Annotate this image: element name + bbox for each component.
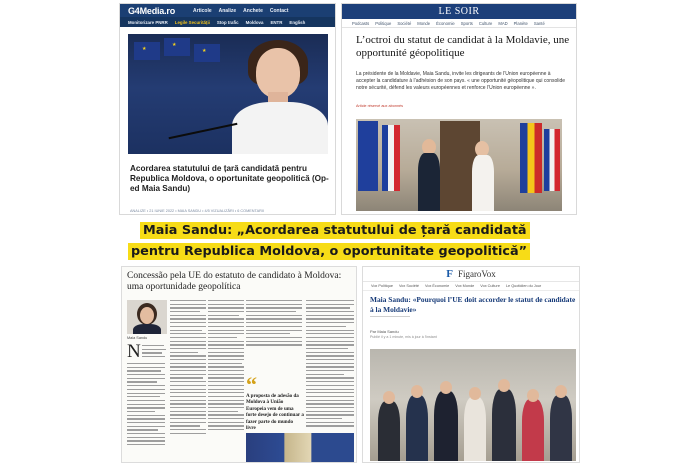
figarovox-article-screenshot <box>362 266 580 463</box>
lesoir-headline[interactable]: L’octroi du statut de candidat à la Moldavie, une opportunité géopolitique <box>356 34 570 59</box>
text-column <box>142 345 166 357</box>
g4media-header <box>120 4 335 17</box>
speaker-face <box>256 48 300 98</box>
divider <box>370 316 410 317</box>
figarovox-nav-item[interactable]: Vox Culture <box>480 284 500 288</box>
text-column <box>208 300 244 430</box>
microphone <box>169 123 238 140</box>
person-figure <box>406 395 428 461</box>
person-suit <box>418 153 440 211</box>
g4media-subnav-stop-trafic[interactable]: Stop trafic <box>216 19 239 25</box>
g4media-sub-nav <box>120 17 335 27</box>
person-head <box>498 379 510 392</box>
g4media-subnav-pnrr[interactable]: Monitorizare PNRR <box>128 19 168 25</box>
drop-cap: N <box>127 341 141 362</box>
figarovox-nav <box>363 282 579 291</box>
speaker-shirt <box>232 102 328 154</box>
lesoir-nav-item[interactable]: Monde <box>417 20 431 26</box>
person-head <box>411 385 423 398</box>
lesoir-nav <box>342 19 576 28</box>
figarovox-nav-item[interactable]: Le Quotidien du Jour <box>505 284 542 288</box>
figarovox-header <box>363 267 579 282</box>
lesoir-nav-item[interactable]: Santé <box>533 20 545 26</box>
text-column <box>306 300 354 427</box>
eu-flag-image <box>164 38 190 56</box>
person-head <box>555 385 567 398</box>
g4media-nav-analize[interactable]: Analize <box>218 7 237 14</box>
portuguese-author: Maia Sandu <box>127 336 148 340</box>
g4media-nav-articole[interactable]: Articole <box>193 7 212 14</box>
g4media-subnav-entr[interactable]: ENTR <box>270 19 283 25</box>
person-figure <box>550 395 572 461</box>
g4media-article-screenshot <box>119 3 336 215</box>
pull-quote-text: A proposta de adesão da Moldova à União Europeia vem de uma forte desejo de continuar a fazer parte do mundo livre <box>246 393 304 432</box>
figarovox-nav-item[interactable]: Vox Politique <box>371 284 393 288</box>
eu-flag-image <box>194 44 220 62</box>
text-column <box>246 300 302 346</box>
pull-quote <box>246 372 304 432</box>
star-icon: ★ <box>142 46 147 52</box>
g4media-logo[interactable]: G4Media.ro <box>128 5 176 16</box>
star-icon: ★ <box>172 42 177 48</box>
lesoir-nav-item[interactable]: Podcasts <box>352 20 370 26</box>
lesoir-article-photo <box>356 119 562 211</box>
g4media-article-meta: ANALIZE • 21 IUNIE 2022 • MAIA SANDU • 4/5 VIZUALIZĂRI • 6 COMENTARII <box>130 209 264 213</box>
france-flag-image <box>382 125 400 191</box>
figaro-logo-mark[interactable]: F <box>446 268 453 280</box>
person-head <box>383 391 395 404</box>
figarovox-article-photo <box>370 349 576 461</box>
g4media-subnav-english[interactable]: English <box>289 19 306 25</box>
figarovox-nav-item[interactable]: Vox Économie <box>425 284 450 288</box>
lesoir-nav-item[interactable]: Planète <box>513 20 528 26</box>
g4media-nav-anchete[interactable]: Anchete <box>243 7 263 14</box>
g4media-nav-contact[interactable]: Contact <box>269 7 289 14</box>
lesoir-article-screenshot <box>341 3 577 215</box>
g4media-subnav-moldova[interactable]: Moldova <box>245 19 264 25</box>
figarovox-nav-item[interactable]: Vox Société <box>398 284 420 288</box>
portrait-body <box>133 324 161 334</box>
g4media-subnav-legile[interactable]: Legile Securității <box>174 19 210 25</box>
star-icon: ★ <box>202 48 207 54</box>
lesoir-nav-item[interactable]: Sports <box>460 20 473 26</box>
figarovox-author[interactable]: Par Maia Sandu <box>370 329 399 334</box>
author-portrait <box>127 300 167 334</box>
lesoir-nav-item[interactable]: Culture <box>478 20 493 26</box>
moldova-flag-image <box>520 123 542 193</box>
banner-line-2: pentru Republica Moldova, o oportunitate geopolitică” <box>128 243 530 260</box>
quote-mark-icon: “ <box>246 372 257 397</box>
lesoir-lead: La présidente de la Moldavie, Maia Sandu, invite les dirigeants de l’Union européenne à accepter la candidature à l’adhésion de son pays. « une opportunité géopolitique qui consolide notre sécurité, défend les valeurs européennes et renforce l’Union européenne ». <box>356 71 566 92</box>
person-head <box>440 381 452 394</box>
portuguese-article-photo <box>246 433 354 463</box>
person-head <box>527 389 539 402</box>
person-figure <box>492 389 516 461</box>
g4media-headline[interactable]: Acordarea statutului de țară candidată pentru Republica Moldova, o oportunitate geopolitică (Op-ed Maia Sandu) <box>130 164 329 193</box>
france-flag-image <box>544 129 560 191</box>
lesoir-header <box>342 4 576 19</box>
g4media-article-photo <box>128 34 328 154</box>
portuguese-headline: Concessão pela UE do estatuto de candidato à Moldova: uma oportunidade geopolítica <box>127 271 342 292</box>
text-column <box>170 300 206 434</box>
lesoir-nav-item[interactable]: Société <box>397 20 412 26</box>
figarovox-headline[interactable]: Maia Sandu: «Pourquoi l’UE doit accorder le statut de candidate à la Moldavie» <box>370 295 576 314</box>
headline-banner <box>122 216 577 266</box>
person-figure <box>378 401 400 461</box>
figarovox-logo[interactable]: FigaroVox <box>457 269 496 279</box>
eu-flag-image <box>358 121 378 191</box>
g4media-top-nav <box>193 8 289 14</box>
person-dress <box>472 155 494 211</box>
figarovox-nav-item[interactable]: Vox Monde <box>455 284 475 288</box>
portrait-face <box>140 307 154 324</box>
person-figure <box>434 391 458 461</box>
person-figure <box>464 397 486 461</box>
person-figure <box>522 399 544 461</box>
person-head <box>469 387 481 400</box>
lesoir-logo[interactable]: LE SOIR <box>438 6 480 17</box>
text-column <box>127 363 165 445</box>
lesoir-nav-item[interactable]: MAD <box>498 20 508 26</box>
eu-flag-image <box>134 42 160 60</box>
lesoir-subscriber-note: Article réservé aux abonnés <box>356 104 404 108</box>
lesoir-nav-item[interactable]: Politique <box>375 20 392 26</box>
lesoir-nav-item[interactable]: Économie <box>436 20 455 26</box>
portuguese-newspaper-page <box>121 266 357 463</box>
figarovox-date: Publié il y a 1 minute, mis à jour à l'instant <box>370 335 437 339</box>
banner-line-1: Maia Sandu: „Acordarea statutului de țară candidată <box>140 222 530 239</box>
